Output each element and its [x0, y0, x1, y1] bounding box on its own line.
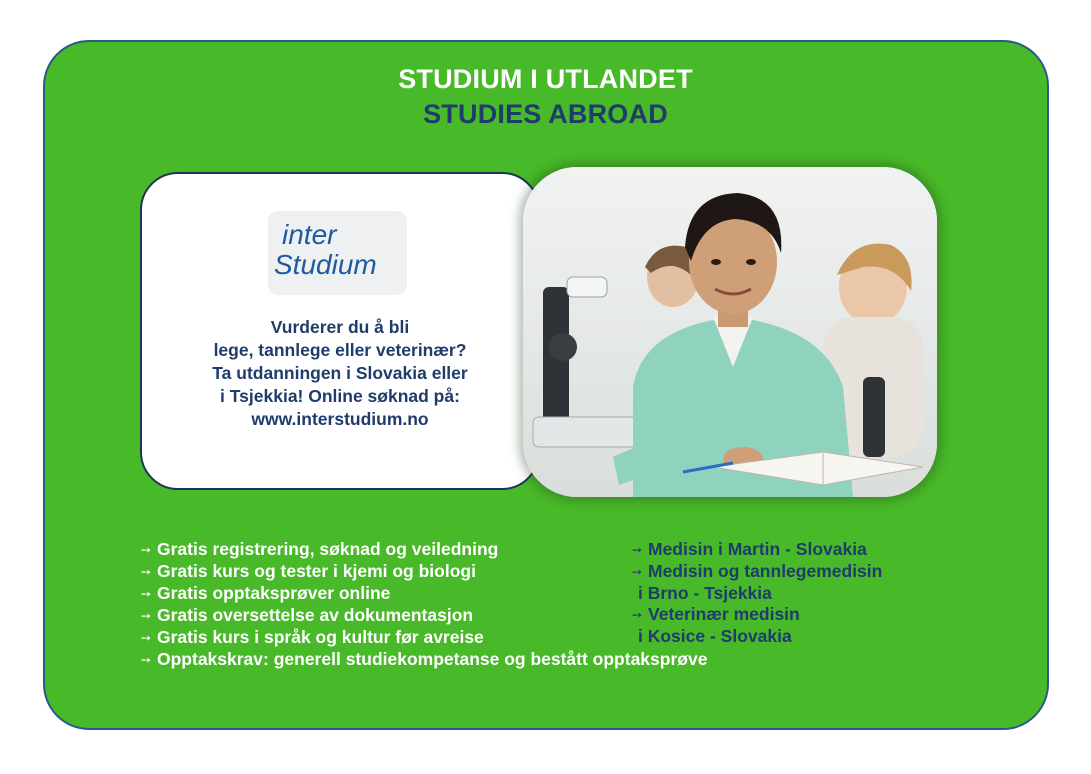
- arrow-icon: ➙: [141, 609, 152, 623]
- feature-item: ➙ Gratis oversettelse av dokumentasjon: [141, 605, 474, 625]
- arrow-icon: ➙: [141, 543, 152, 557]
- pitch-line: lege, tannlege eller veterinær?: [213, 340, 467, 360]
- destination-item: ➙ Veterinær medisin: [632, 604, 800, 624]
- student-photo: [523, 167, 937, 497]
- features-list: [141, 539, 707, 671]
- feature-item: ➙ Opptakskrav: generell studiekompetanse og bestått opptaksprøve: [141, 649, 708, 669]
- logo-text-inter: inter: [282, 219, 337, 250]
- interstudium-logo: [268, 211, 407, 295]
- arrow-icon: ➙: [141, 587, 152, 601]
- student-photo-illustration: [523, 167, 937, 497]
- pitch-text: [160, 316, 520, 431]
- arrow-icon: ➙: [632, 608, 643, 622]
- website-link[interactable]: www.interstudium.no: [251, 409, 429, 429]
- arrow-icon: ➙: [141, 631, 152, 645]
- pitch-line: Vurderer du å bli: [270, 317, 410, 337]
- destination-item: ➙ Medisin og tannlegemedisin: [632, 561, 883, 581]
- arrow-icon: ➙: [141, 565, 152, 579]
- logo-text-studium: Studium: [274, 249, 377, 280]
- arrow-icon: ➙: [141, 653, 152, 667]
- title-english: STUDIES ABROAD: [423, 99, 668, 129]
- destination-item-continued: i Kosice - Slovakia: [638, 626, 792, 646]
- destination-item-continued: i Brno - Tsjekkia: [638, 583, 772, 603]
- destination-item: ➙ Medisin i Martin - Slovakia: [632, 539, 867, 559]
- arrow-icon: ➙: [632, 543, 643, 557]
- pitch-line: i Tsjekkia! Online søknad på:: [220, 386, 460, 406]
- title-norwegian: STUDIUM I UTLANDET: [398, 64, 693, 94]
- pitch-line: Ta utdanningen i Slovakia eller: [212, 363, 468, 383]
- feature-item: ➙ Gratis opptaksprøver online: [141, 583, 391, 603]
- feature-item: ➙ Gratis kurs og tester i kjemi og biologi: [141, 561, 476, 581]
- feature-item: ➙ Gratis registrering, søknad og veiledning: [141, 539, 499, 559]
- destinations-list: [632, 539, 882, 647]
- arrow-icon: ➙: [632, 565, 643, 579]
- feature-item: ➙ Gratis kurs i språk og kultur før avreise: [141, 627, 484, 647]
